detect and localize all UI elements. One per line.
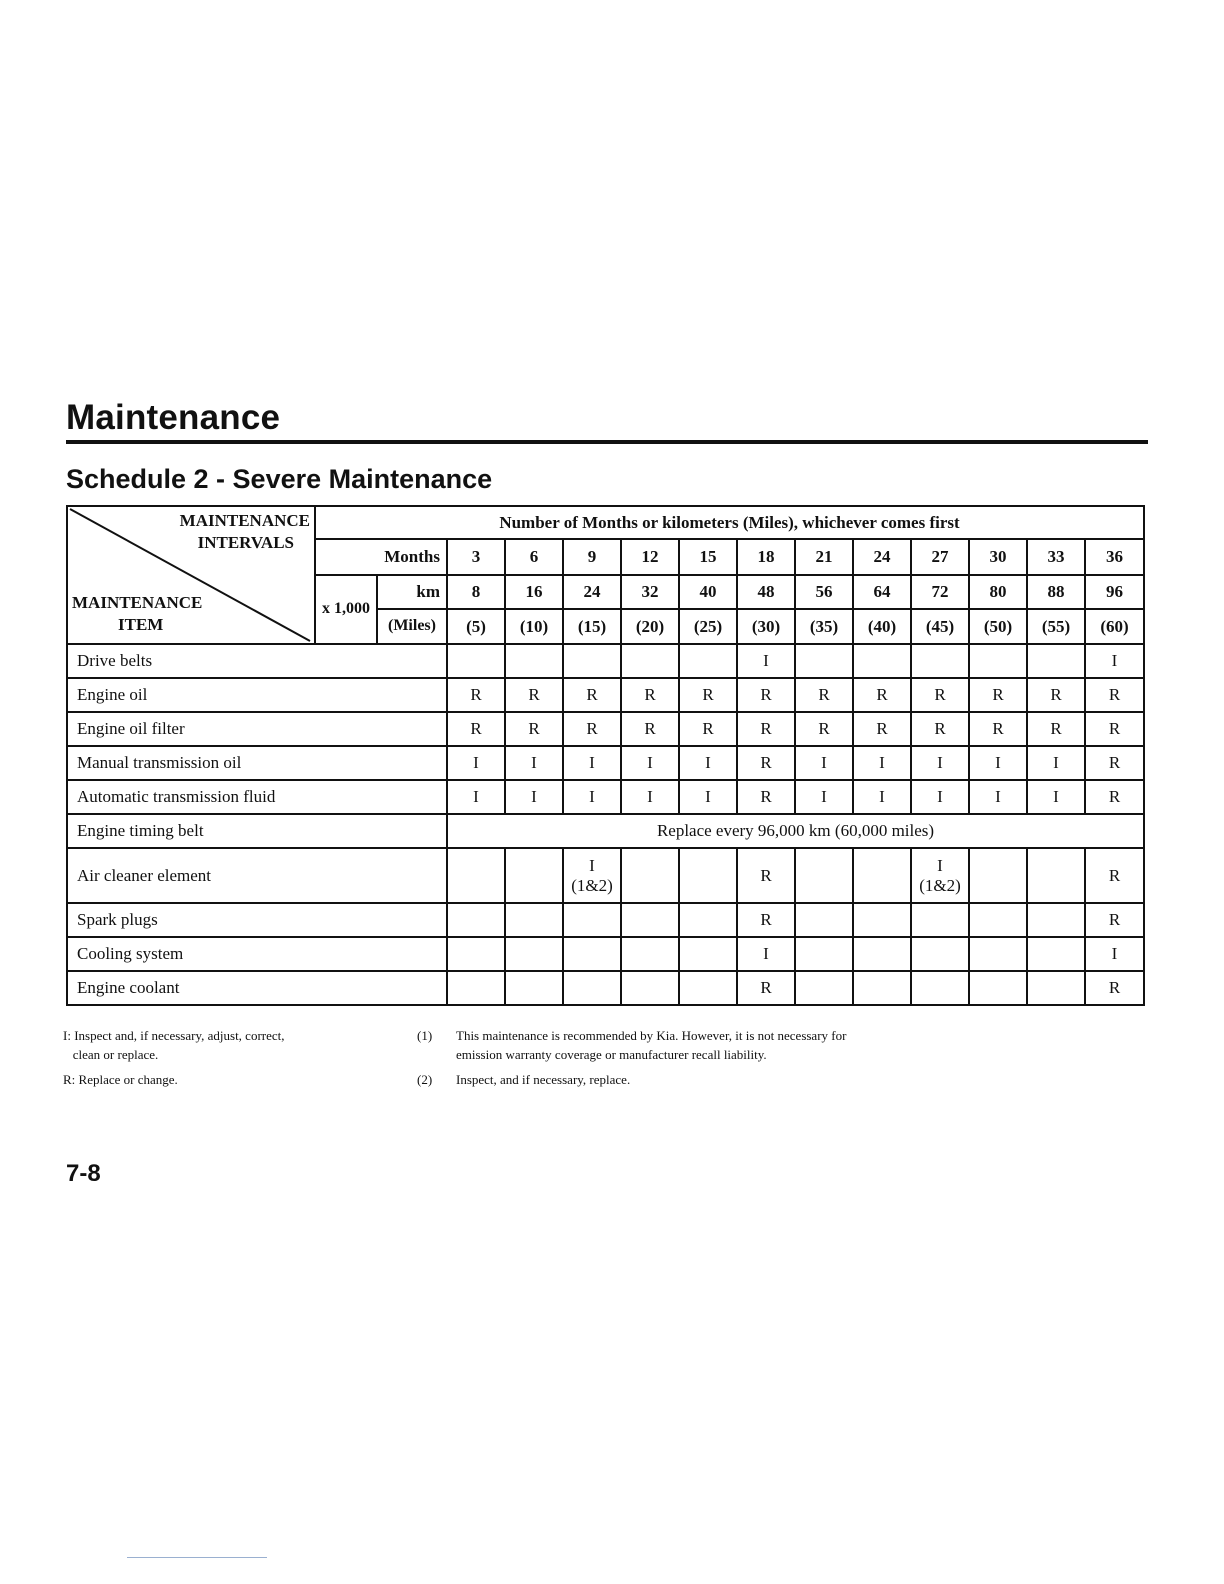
schedule-cell: I	[969, 746, 1027, 780]
schedule-cell: I	[795, 780, 853, 814]
table-row	[67, 814, 1144, 848]
schedule-cell: R	[737, 780, 795, 814]
schedule-cell	[505, 903, 563, 937]
table-row	[67, 644, 1144, 678]
schedule-cell: I	[679, 780, 737, 814]
schedule-cell	[679, 903, 737, 937]
schedule-cell: R	[1085, 678, 1144, 712]
months-value: 30	[969, 539, 1027, 575]
schedule-cell: I	[505, 746, 563, 780]
maintenance-item-label: Engine timing belt	[67, 814, 447, 848]
km-value: 32	[621, 575, 679, 609]
km-label: km	[377, 575, 447, 609]
schedule-cell: R	[1085, 712, 1144, 746]
schedule-cell: R	[853, 678, 911, 712]
page-title: Maintenance	[66, 398, 281, 437]
schedule-cell	[853, 903, 911, 937]
schedule-cell	[679, 848, 737, 903]
page-number: 7-8	[66, 1160, 101, 1187]
table-corner-cell	[67, 506, 315, 644]
schedule-cell: R	[1085, 780, 1144, 814]
schedule-cell	[969, 971, 1027, 1005]
miles-value: (30)	[737, 609, 795, 644]
schedule-cell	[969, 937, 1027, 971]
miles-value: (10)	[505, 609, 563, 644]
schedule-cell: I (1&2)	[911, 848, 969, 903]
table-row	[67, 903, 1144, 937]
schedule-cell: I	[853, 746, 911, 780]
schedule-cell: R	[447, 712, 505, 746]
km-value: 40	[679, 575, 737, 609]
table-row	[67, 937, 1144, 971]
km-value: 16	[505, 575, 563, 609]
schedule-cell: I	[737, 937, 795, 971]
schedule-cell	[1027, 848, 1085, 903]
schedule-cell: R	[505, 712, 563, 746]
schedule-cell: R	[679, 712, 737, 746]
schedule-cell	[447, 971, 505, 1005]
schedule-cell: R	[853, 712, 911, 746]
schedule-cell	[795, 971, 853, 1005]
table-row	[67, 780, 1144, 814]
schedule-cell	[679, 971, 737, 1005]
km-value: 72	[911, 575, 969, 609]
months-value: 6	[505, 539, 563, 575]
miles-value: (5)	[447, 609, 505, 644]
bottom-divider	[127, 1557, 267, 1558]
schedule-cell	[621, 971, 679, 1005]
schedule-cell: I	[679, 746, 737, 780]
schedule-cell: R	[737, 848, 795, 903]
schedule-cell: I	[505, 780, 563, 814]
schedule-cell	[563, 971, 621, 1005]
schedule-cell: R	[1085, 971, 1144, 1005]
schedule-cell	[911, 903, 969, 937]
miles-value: (35)	[795, 609, 853, 644]
schedule-cell: I	[1027, 746, 1085, 780]
corner-label-item: ITEM	[118, 615, 164, 634]
schedule-cell: R	[447, 678, 505, 712]
schedule-cell	[853, 848, 911, 903]
schedule-cell	[969, 903, 1027, 937]
schedule-cell: I	[853, 780, 911, 814]
schedule-cell: I	[795, 746, 853, 780]
footnote-1-number: (1)	[417, 1028, 433, 1043]
schedule-cell	[679, 644, 737, 678]
maintenance-item-label: Air cleaner element	[67, 848, 447, 903]
table-row	[67, 848, 1144, 903]
schedule-cell: R	[1085, 848, 1144, 903]
maintenance-item-label: Engine coolant	[67, 971, 447, 1005]
miles-value: (40)	[853, 609, 911, 644]
schedule-cell	[679, 937, 737, 971]
schedule-cell	[1027, 644, 1085, 678]
km-value: 56	[795, 575, 853, 609]
maintenance-item-label: Automatic transmission fluid	[67, 780, 447, 814]
months-value: 21	[795, 539, 853, 575]
miles-label: (Miles)	[377, 609, 447, 644]
schedule-cell: I	[737, 644, 795, 678]
miles-value: (50)	[969, 609, 1027, 644]
footnote-2-text: Inspect, and if necessary, replace.	[456, 1072, 631, 1087]
maintenance-schedule-table	[66, 505, 1145, 1006]
schedule-cell: I	[911, 780, 969, 814]
schedule-cell: R	[1027, 712, 1085, 746]
schedule-cell: R	[505, 678, 563, 712]
corner-label-maintenance: MAINTENANCE	[179, 511, 310, 530]
schedule-cell: R	[621, 712, 679, 746]
months-value: 36	[1085, 539, 1144, 575]
schedule-cell	[911, 644, 969, 678]
schedule-cell: R	[679, 678, 737, 712]
maintenance-item-label: Engine oil	[67, 678, 447, 712]
schedule-cell: I	[1085, 937, 1144, 971]
schedule-cell: I	[911, 746, 969, 780]
schedule-cell	[621, 848, 679, 903]
schedule-cell: I (1&2)	[563, 848, 621, 903]
schedule-cell: R	[1027, 678, 1085, 712]
table-row	[67, 746, 1144, 780]
months-value: 15	[679, 539, 737, 575]
km-value: 24	[563, 575, 621, 609]
maintenance-item-label: Engine oil filter	[67, 712, 447, 746]
schedule-cell: I	[1085, 644, 1144, 678]
schedule-cell	[621, 644, 679, 678]
schedule-cell: R	[621, 678, 679, 712]
schedule-cell	[621, 937, 679, 971]
schedule-cell	[563, 644, 621, 678]
schedule-cell	[1027, 903, 1085, 937]
schedule-cell: R	[737, 971, 795, 1005]
schedule-cell	[911, 971, 969, 1005]
schedule-cell: I	[621, 746, 679, 780]
schedule-cell	[853, 644, 911, 678]
footnote-1-text: This maintenance is recommended by Kia. However, it is not necessary for emission warranty coverage or manufacturer recall liability.	[456, 1028, 847, 1062]
schedule-cell	[795, 937, 853, 971]
km-value: 64	[853, 575, 911, 609]
months-value: 9	[563, 539, 621, 575]
months-label: Months	[315, 539, 447, 575]
schedule-cell	[447, 848, 505, 903]
schedule-cell: R	[1085, 903, 1144, 937]
schedule-cell	[621, 903, 679, 937]
schedule-cell	[1027, 971, 1085, 1005]
schedule-cell: R	[969, 712, 1027, 746]
maintenance-item-label: Cooling system	[67, 937, 447, 971]
schedule-cell	[447, 644, 505, 678]
maintenance-item-label: Manual transmission oil	[67, 746, 447, 780]
section-title: Schedule 2 - Severe Maintenance	[66, 464, 493, 494]
schedule-span-note: Replace every 96,000 km (60,000 miles)	[447, 814, 1144, 848]
schedule-cell	[447, 903, 505, 937]
schedule-cell	[969, 644, 1027, 678]
km-value: 80	[969, 575, 1027, 609]
schedule-cell: R	[911, 712, 969, 746]
schedule-cell	[911, 937, 969, 971]
table-row	[67, 678, 1144, 712]
schedule-cell: I	[621, 780, 679, 814]
title-divider	[66, 440, 1148, 444]
schedule-cell: R	[1085, 746, 1144, 780]
miles-value: (15)	[563, 609, 621, 644]
table-row	[67, 971, 1144, 1005]
miles-value: (60)	[1085, 609, 1144, 644]
km-value: 88	[1027, 575, 1085, 609]
header-caption-row	[67, 506, 1144, 539]
corner-label-maintenance-item: MAINTENANCE	[72, 593, 203, 612]
schedule-cell	[795, 848, 853, 903]
schedule-cell: R	[737, 903, 795, 937]
months-value: 24	[853, 539, 911, 575]
miles-value: (55)	[1027, 609, 1085, 644]
schedule-cell: I	[563, 746, 621, 780]
schedule-cell: R	[795, 678, 853, 712]
months-value: 3	[447, 539, 505, 575]
schedule-cell	[853, 937, 911, 971]
multiplier-label: x 1,000	[315, 575, 377, 644]
schedule-cell	[563, 903, 621, 937]
legend-inspect: I: Inspect and, if necessary, adjust, correct, clean or replace.	[63, 1028, 285, 1062]
schedule-cell: I	[447, 746, 505, 780]
km-value: 8	[447, 575, 505, 609]
corner-label-intervals: INTERVALS	[197, 533, 294, 552]
miles-value: (45)	[911, 609, 969, 644]
table-row	[67, 712, 1144, 746]
km-value: 96	[1085, 575, 1144, 609]
months-value: 12	[621, 539, 679, 575]
schedule-cell	[1027, 937, 1085, 971]
schedule-cell	[563, 937, 621, 971]
maintenance-item-label: Spark plugs	[67, 903, 447, 937]
schedule-cell: R	[737, 746, 795, 780]
footnote-2-number: (2)	[417, 1072, 433, 1087]
legend-replace: R: Replace or change.	[63, 1072, 178, 1087]
schedule-cell: R	[563, 712, 621, 746]
schedule-cell: R	[795, 712, 853, 746]
schedule-cell: I	[447, 780, 505, 814]
months-value: 27	[911, 539, 969, 575]
maintenance-item-label: Drive belts	[67, 644, 447, 678]
schedule-cell	[505, 971, 563, 1005]
intervals-caption: Number of Months or kilometers (Miles), whichever comes first	[315, 506, 1144, 539]
schedule-cell: R	[563, 678, 621, 712]
schedule-cell: R	[737, 678, 795, 712]
schedule-cell	[447, 937, 505, 971]
km-value: 48	[737, 575, 795, 609]
schedule-cell: R	[911, 678, 969, 712]
schedule-cell	[853, 971, 911, 1005]
schedule-cell: I	[1027, 780, 1085, 814]
schedule-cell	[795, 903, 853, 937]
schedule-cell	[505, 848, 563, 903]
schedule-cell: I	[563, 780, 621, 814]
schedule-cell	[969, 848, 1027, 903]
schedule-cell	[795, 644, 853, 678]
miles-value: (25)	[679, 609, 737, 644]
schedule-cell: R	[969, 678, 1027, 712]
schedule-cell	[505, 644, 563, 678]
months-value: 33	[1027, 539, 1085, 575]
miles-value: (20)	[621, 609, 679, 644]
schedule-cell: I	[969, 780, 1027, 814]
schedule-cell	[505, 937, 563, 971]
months-value: 18	[737, 539, 795, 575]
schedule-cell: R	[737, 712, 795, 746]
